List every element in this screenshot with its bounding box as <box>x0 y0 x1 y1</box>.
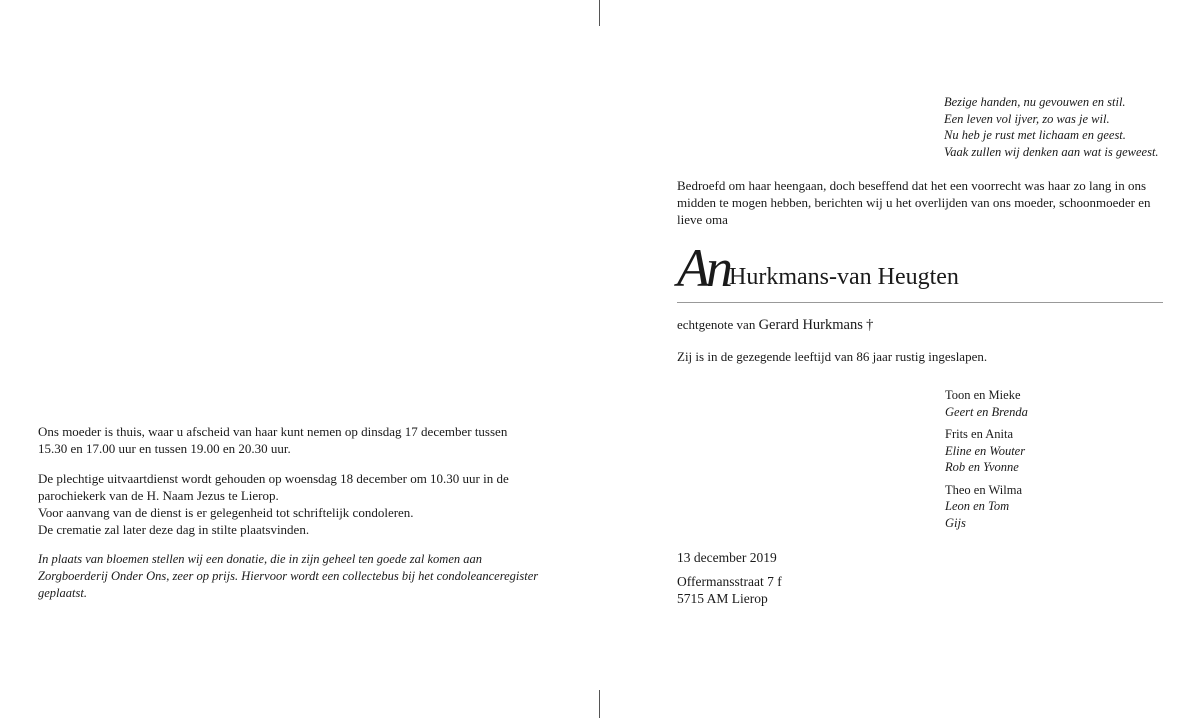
family-children: Gijs <box>945 515 966 530</box>
poem-line: Een leven vol ijver, zo was je wil. <box>944 111 1110 126</box>
poem <box>944 94 1159 160</box>
poem-line: Nu heb je rust met lichaam en geest. <box>944 128 1126 142</box>
text-line: parochiekerk van de H. Naam Jezus te Lierop. <box>38 488 279 503</box>
family-group <box>945 482 1028 532</box>
family-parents: Toon en Mieke <box>945 388 1021 402</box>
announcement-date: 13 december 2019 <box>677 550 777 565</box>
announcement-intro: Bedroefd om haar heengaan, doch beseffend dat het een voorrecht was haar zo lang in ons midden te mogen hebben, berichten wij u het overlijden van ons moeder, schoonmoeder en lieve oma <box>677 178 1151 227</box>
family-children: Rob en Yvonne <box>945 460 1019 474</box>
text-line: Voor aanvang van de dienst is er gelegenheid tot schriftelijk condoleren. <box>38 505 414 520</box>
text-line: De crematie zal later deze dag in stilte plaatsvinden. <box>38 522 310 537</box>
spouse-name: Gerard Hurkmans <box>758 317 863 333</box>
donation-paragraph <box>38 551 538 602</box>
family-children: Leon en Tom <box>945 499 1010 513</box>
spouse-prefix: echtgenote van <box>677 317 756 332</box>
text-line: geplaatst. <box>38 586 87 600</box>
text-line: In plaats van bloemen stellen wij een donatie, die in zijn geheel ten goede zal komen aan <box>38 552 482 566</box>
text-line: De plechtige uitvaartdienst wordt gehouden op woensdag 18 december om 10.30 uur in de <box>38 471 509 486</box>
fold-line-top <box>599 0 600 26</box>
service-paragraph <box>38 470 538 538</box>
family-parents: Frits en Anita <box>945 427 1014 441</box>
family-children: Eline en Wouter <box>945 443 1026 458</box>
deceased-name <box>677 240 1163 303</box>
funeral-details <box>38 423 538 615</box>
fold-line-bottom <box>599 690 600 718</box>
family-group <box>945 426 1028 476</box>
family-group <box>945 387 1028 420</box>
age-line: Zij is in de gezegende leeftijd van 86 jaar rustig ingeslapen. <box>677 349 988 364</box>
address <box>677 573 782 607</box>
text-line: 15.30 en 17.00 uur en tussen 19.00 en 20.30 uur. <box>38 441 291 456</box>
cross-symbol: † <box>866 317 874 333</box>
family-parents: Theo en Wilma <box>945 482 1023 497</box>
viewing-paragraph <box>38 423 538 457</box>
family-children: Geert en Brenda <box>945 404 1028 419</box>
family-list <box>945 387 1028 537</box>
poem-line: Bezige handen, nu gevouwen en stil. <box>944 95 1126 109</box>
address-city: 5715 AM Lierop <box>677 591 768 606</box>
deceased-name-initial: An <box>677 238 729 298</box>
address-street: Offermansstraat 7 f <box>677 574 782 589</box>
spouse-line <box>677 316 873 334</box>
text-line: Ons moeder is thuis, waar u afscheid van haar kunt nemen op dinsdag 17 december tussen <box>38 424 508 439</box>
poem-line: Vaak zullen wij denken aan wat is geweest. <box>944 144 1159 159</box>
deceased-name-rest: Hurkmans-van Heugten <box>729 264 959 290</box>
text-line: Zorgboerderij Onder Ons, zeer op prijs. Hiervoor wordt een collectebus bij het condoleanceregister <box>38 569 539 583</box>
